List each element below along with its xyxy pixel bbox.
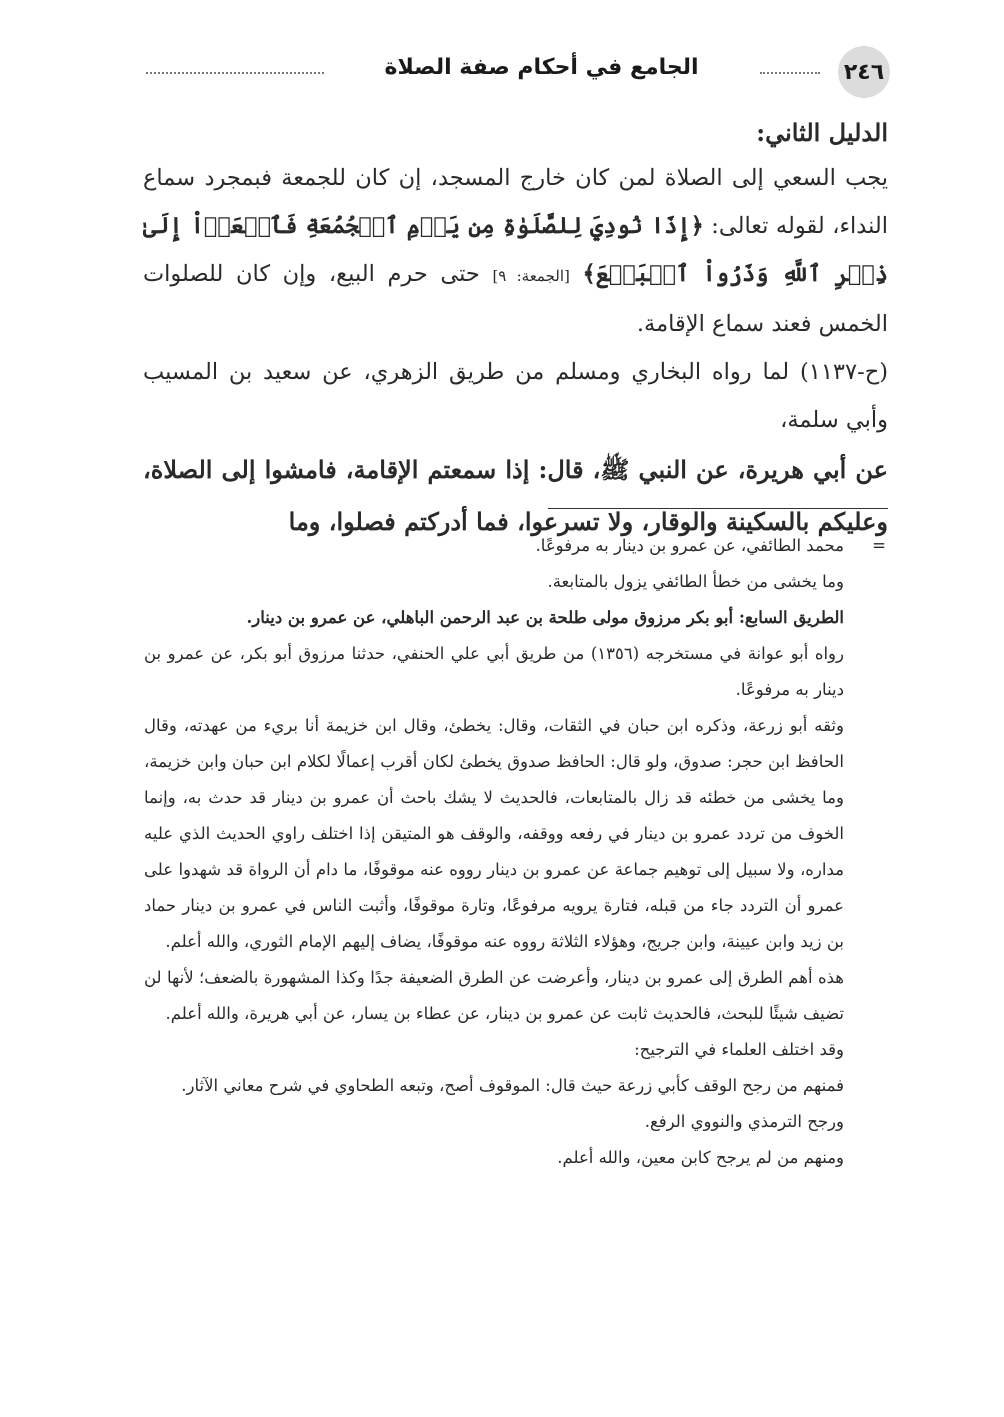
paragraph-hadith-intro: (ح-١١٣٧) لما رواه البخاري ومسلم من طريق الزهري، عن سعيد بن المسيب وأبي سلمة، bbox=[143, 359, 888, 433]
running-title: الجامع في أحكام صفة الصلاة bbox=[384, 55, 699, 80]
header-dotted-rule-right bbox=[760, 72, 820, 74]
hadith-text: عن أبي هريرة، عن النبي ﷺ، قال: إذا سمعتم الإقامة، فامشوا إلى الصلاة، وعليكم بالسكينة والوقار، ولا تسرعوا، فما أدركتم فصلوا، وما bbox=[143, 455, 888, 536]
paragraph-first-line1: يجب السعي إلى الصلاة لمن كان خارج المسجد، إن كان للجمعة فبمجرد bbox=[204, 165, 888, 191]
main-text bbox=[143, 112, 888, 548]
footnote-separator bbox=[548, 508, 888, 509]
page-number: ٢٤٦ bbox=[843, 59, 885, 85]
page-number-badge bbox=[838, 46, 890, 98]
footnote-continuation-mark: = bbox=[872, 536, 886, 555]
footnote-paragraph: رواه أبو عوانة في مستخرجه (١٣٥٦) من طريق أبي علي الحنفي، حدثنا مرزوق أبو بكر، عن عمرو بن دينار به مرفوعًا. bbox=[144, 644, 844, 699]
footnote-paragraph: ورجح الترمذي والنووي الرفع. bbox=[644, 1112, 844, 1131]
verse-reference: [الجمعة: ٩] bbox=[492, 267, 570, 285]
paragraph-first bbox=[143, 154, 888, 348]
paragraph-first-tail: حتى حرم البيع، وإن كان للصلوات الخمس فعند سماع الإقامة. bbox=[143, 261, 888, 337]
footnote-paragraph: وثقه أبو زرعة، وذكره ابن حبان في الثقات، وقال: يخطئ، وقال ابن خزيمة أنا بريء من عهدته، وقال الحافظ ابن حجر: صدوق، ولو قال: الحافظ صدوق يخطئ لكان أقرب إعمالًا لكلام ابن حبان وابن خزيمة، وما يخشى من خطئه قد زال بالمتابعات، فالحديث لا يشك باحث أن عمرو بن دينار قد حدث به، وإنما الخوف من تردد عمرو بن دينار في رفعه ووقفه، والوقف هو المتيقن إذا اختلف راوي الحديث الذي عليه مداره، ولا سبيل إلى توهيم جماعة عن عمرو بن دينار رووه عنه موقوفًا، ما دام أن الرواة قد شهدوا على عمرو أن التردد جاء من قبله، فتارة يرويه مرفوعًا، وتارة موقوفًا، وأثبت الناس في عمرو بن دينار حماد بن زيد وابن عيينة، وابن جريج، وهؤلاء الثلاثة رووه عنه موقوفًا، يضاف إليهم الإمام الثوري، والله أعلم. bbox=[144, 716, 844, 951]
footnote-paragraph: ومنهم من لم يرجح كابن معين، والله أعلم. bbox=[557, 1148, 844, 1167]
footnote-paragraph: وقد اختلف العلماء في الترجيح: bbox=[634, 1040, 844, 1059]
quran-verse: ﴿إِذَا نُودِيَ لِلصَّلَوٰةِ مِن يَوۡمِ ٱلۡجُمُعَةِ فَٱسۡعَوۡاْ إِلَىٰ ذِكۡرِ ٱللَّهِ وَذَرُواْ ٱلۡبَيۡعَ﴾ bbox=[143, 213, 889, 287]
footnote-paragraph: هذه أهم الطرق إلى عمرو بن دينار، وأعرضت عن الطرق الضعيفة جدًا وكذا المشهورة بالضعف؛ لأنها لن تضيف شيئًا للبحث، فالحديث ثابت عن عمرو بن دينار، عن عطاء بن يسار، عن أبي هريرة، والله أعلم. bbox=[144, 968, 844, 1023]
section-heading: الدليل الثاني: bbox=[756, 118, 888, 147]
header-dotted-rule-left bbox=[146, 72, 324, 74]
footnotes bbox=[144, 528, 844, 1176]
page-header bbox=[146, 46, 890, 98]
footnote-line: محمد الطائفي، عن عمرو بن دينار به مرفوعًا. bbox=[535, 536, 844, 555]
footnote-paragraph: فمنهم من رجح الوقف كأبي زرعة حيث قال: الموقوف أصح، وتبعه الطحاوي في شرح معاني الآثار. bbox=[181, 1076, 844, 1095]
footnote-route-seven: الطريق السابع: أبو بكر مرزوق مولى طلحة بن عبد الرحمن الباهلي، عن عمرو بن دينار. bbox=[246, 608, 844, 627]
paragraph-first-line2: سماع النداء، لقوله تعالى: bbox=[143, 165, 888, 239]
footnote-line: وما يخشى من خطأ الطائفي يزول بالمتابعة. bbox=[547, 572, 844, 591]
